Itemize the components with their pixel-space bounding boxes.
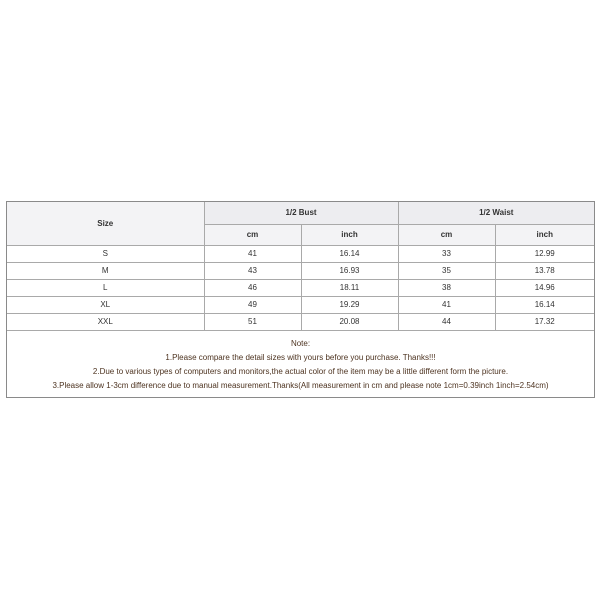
table-row <box>7 246 594 263</box>
table-cell: 16.93 <box>301 263 398 280</box>
table-cell: 43 <box>204 263 301 280</box>
size-cell: L <box>7 280 204 297</box>
note-line: 1.Please compare the detail sizes with yours before you purchase. Thanks!!! <box>165 353 436 362</box>
size-cell: XL <box>7 297 204 314</box>
notes-title: Note: <box>290 339 311 348</box>
table-cell: 49 <box>204 297 301 314</box>
unit-header: inch <box>495 225 594 246</box>
table-cell: 12.99 <box>495 246 594 263</box>
size-cell: M <box>7 263 204 280</box>
table-cell: 20.08 <box>301 314 398 331</box>
unit-header: cm <box>204 225 301 246</box>
waist-group-header: 1/2 Waist <box>398 202 594 225</box>
table-cell: 14.96 <box>495 280 594 297</box>
table-cell: 16.14 <box>301 246 398 263</box>
table-cell: 44 <box>398 314 495 331</box>
table-row <box>7 314 594 331</box>
table-row <box>7 280 594 297</box>
table-cell: 38 <box>398 280 495 297</box>
table-row <box>7 297 594 314</box>
table-cell: 13.78 <box>495 263 594 280</box>
size-chart <box>6 201 595 398</box>
bust-group-header: 1/2 Bust <box>204 202 398 225</box>
table-cell: 17.32 <box>495 314 594 331</box>
size-column-header: Size <box>7 202 204 246</box>
table-header-row <box>7 202 594 225</box>
table-cell: 19.29 <box>301 297 398 314</box>
table-row <box>7 263 594 280</box>
table-cell: 41 <box>398 297 495 314</box>
table-cell: 33 <box>398 246 495 263</box>
table-cell: 51 <box>204 314 301 331</box>
table-cell: 41 <box>204 246 301 263</box>
table-cell: 46 <box>204 280 301 297</box>
size-cell: XXL <box>7 314 204 331</box>
notes-section <box>7 331 594 393</box>
size-table <box>7 202 594 331</box>
unit-header: cm <box>398 225 495 246</box>
table-cell: 18.11 <box>301 280 398 297</box>
unit-header: inch <box>301 225 398 246</box>
size-cell: S <box>7 246 204 263</box>
note-line: 3.Please allow 1-3cm difference due to manual measurement.Thanks(All measurement in cm and please note 1cm=0.39inch 1inch=2.54cm) <box>52 381 549 390</box>
table-cell: 16.14 <box>495 297 594 314</box>
table-cell: 35 <box>398 263 495 280</box>
note-line: 2.Due to various types of computers and monitors,the actual color of the item may be a little different form the picture. <box>92 367 509 376</box>
